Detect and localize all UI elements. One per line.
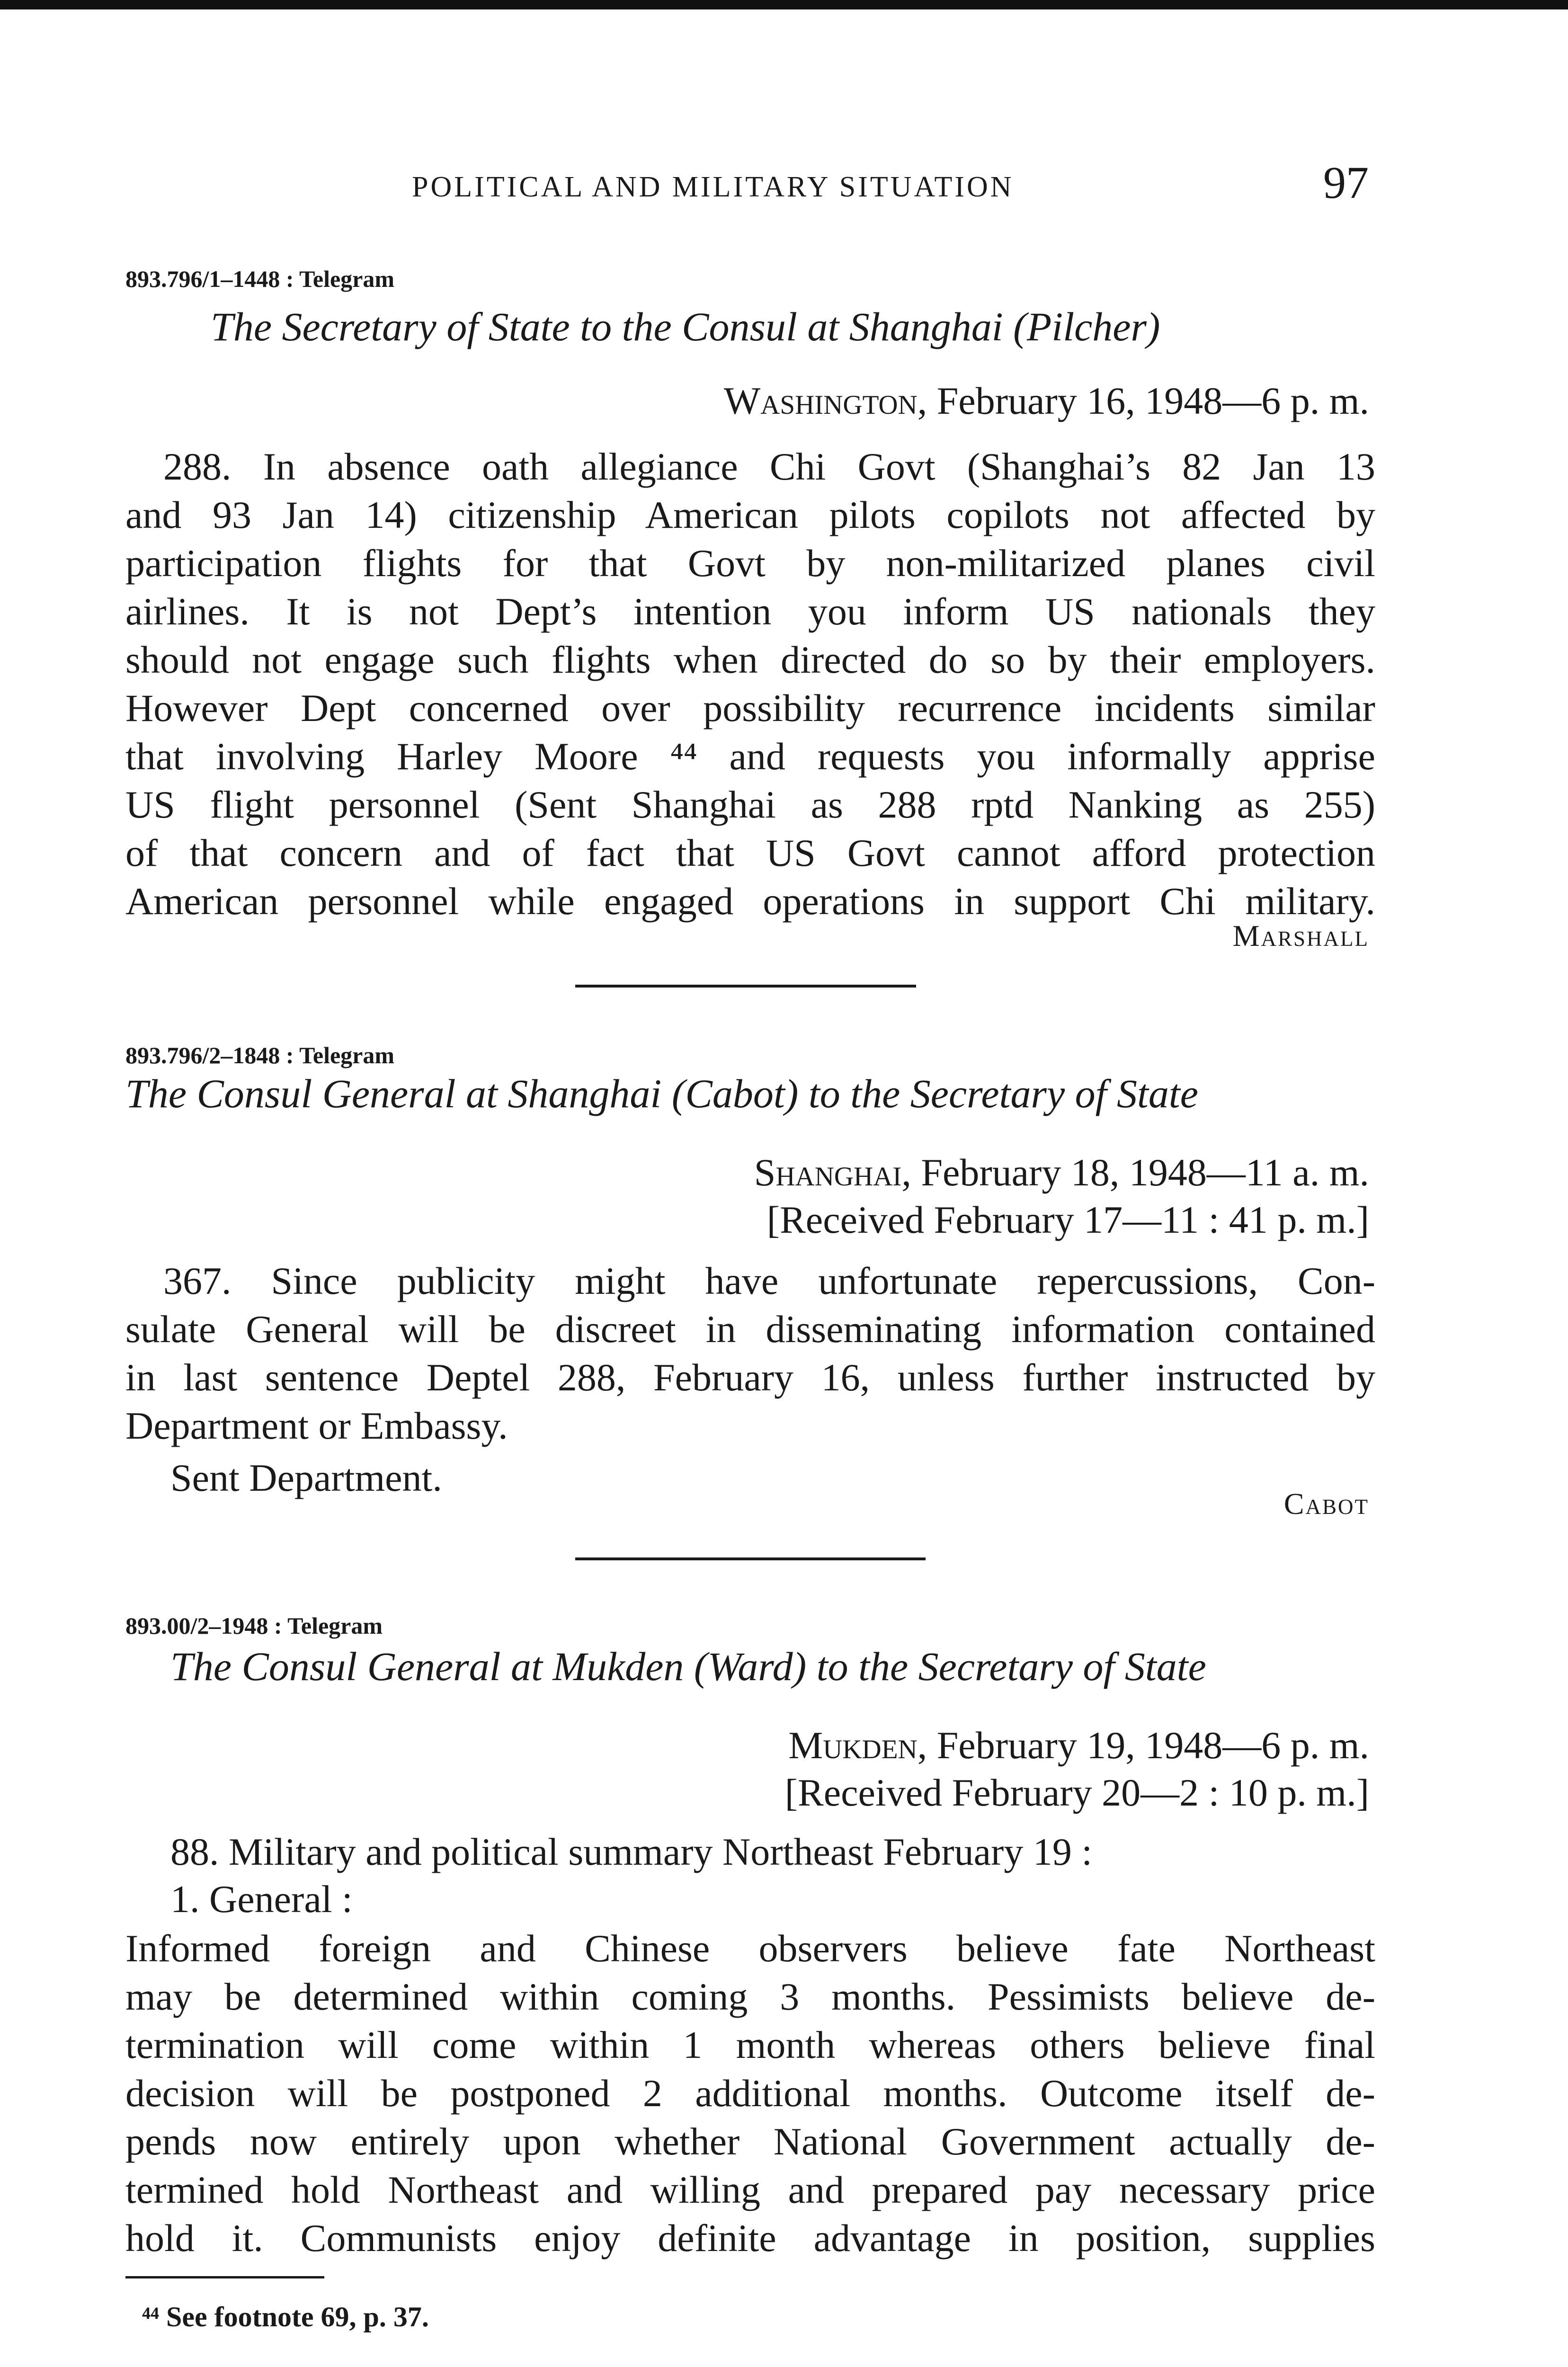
doc1-body-line: should not engage such flights when directed do so by their employers.: [125, 638, 1375, 681]
doc3-body-line: pends now entirely upon whether National Government actually de-: [125, 2120, 1375, 2163]
doc2-body-line: sulate General will be discreet in disseminating information contained: [125, 1308, 1375, 1351]
doc1-body-line: 288. In absence oath allegiance Chi Govt (Shanghai’s 82 Jan 13: [163, 445, 1375, 488]
doc2-title: The Consul General at Shanghai (Cabot) to the Secretary of State: [125, 1071, 1198, 1116]
section-divider: [575, 1557, 926, 1560]
page-number: 97: [1323, 157, 1369, 208]
doc1-body: [125, 443, 1375, 925]
doc2-file-id: 893.796/2–1848 : Telegram: [125, 1042, 395, 1068]
doc1-body-line: US flight personnel (Sent Shanghai as 288 rptd Nanking as 255): [125, 783, 1375, 826]
doc1-dateline: [724, 379, 1369, 423]
doc3-title: The Consul General at Mukden (Ward) to the Secretary of State: [170, 1644, 1206, 1689]
doc2-sent-note: Sent Department.: [170, 1456, 442, 1499]
doc3-body-line: hold it. Communists enjoy definite advantage in position, supplies: [125, 2216, 1375, 2260]
doc1-file-id: 893.796/1–1448 : Telegram: [125, 266, 395, 292]
doc3-body-line: termined hold Northeast and willing and prepared pay necessary price: [125, 2168, 1375, 2211]
doc3-dateline: [788, 1723, 1369, 1768]
doc2-body-line: Department or Embassy.: [125, 1404, 508, 1447]
doc2-place: Shanghai,: [754, 1151, 911, 1194]
running-title: POLITICAL AND MILITARY SITUATION: [412, 171, 1014, 203]
doc2-date: February 18, 1948—11 a. m.: [911, 1151, 1369, 1194]
doc3-intro: 88. Military and political summary Northeast February 19 :: [170, 1830, 1093, 1873]
footnote-rule: [125, 2276, 324, 2278]
doc1-body-line: American personnel while engaged operations in support Chi military.: [125, 880, 1375, 923]
doc1-body-line: However Dept concerned over possibility recurrence incidents similar: [125, 686, 1375, 730]
doc1-signature: Marshall: [1232, 919, 1369, 952]
doc2-body-line: in last sentence Deptel 288, February 16, unless further instructed by: [125, 1356, 1375, 1399]
doc1-body-line: that involving Harley Moore ⁴⁴ and requests you informally apprise: [125, 735, 1375, 778]
doc3-body-line: decision will be postponed 2 additional months. Outcome itself de-: [125, 2072, 1375, 2115]
doc3-body-line: may be determined within coming 3 months. Pessimists believe de-: [125, 1975, 1375, 2018]
section-divider: [575, 985, 916, 988]
doc2-body-line: 367. Since publicity might have unfortunate repercussions, Con-: [163, 1259, 1375, 1302]
doc1-body-line: participation flights for that Govt by non-militarized planes civil: [125, 542, 1375, 585]
doc1-body-line: airlines. It is not Dept’s intention you inform US nationals they: [125, 590, 1375, 633]
doc2-body: [125, 1257, 1375, 1450]
doc2-dateline: [754, 1150, 1369, 1195]
doc3-section-heading: 1. General :: [170, 1878, 353, 1921]
doc3-place: Mukden,: [788, 1724, 927, 1767]
scan-top-edge: [0, 0, 1568, 9]
doc3-file-id: 893.00/2–1948 : Telegram: [125, 1612, 383, 1639]
doc1-body-line: and 93 Jan 14) citizenship American pilots copilots not affected by: [125, 493, 1375, 536]
doc1-body-line: of that concern and of fact that US Govt cannot afford protection: [125, 831, 1375, 874]
doc1-date: February 16, 1948—6 p. m.: [927, 379, 1369, 422]
doc3-received: [Received February 20—2 : 10 p. m.]: [784, 1771, 1369, 1814]
doc3-body-line: Informed foreign and Chinese observers believe fate Northeast: [125, 1927, 1375, 1970]
doc3-body: [125, 1924, 1375, 2262]
doc2-received: [Received February 17—11 : 41 p. m.]: [766, 1198, 1369, 1241]
doc3-date: February 19, 1948—6 p. m.: [927, 1724, 1369, 1767]
doc3-body-line: termination will come within 1 month whereas others believe final: [125, 2023, 1375, 2066]
doc2-signature: Cabot: [1283, 1487, 1369, 1521]
doc1-place: Washington,: [723, 379, 927, 422]
doc1-title: The Secretary of State to the Consul at Shanghai (Pilcher): [211, 304, 1160, 349]
footnote: ⁴⁴ See footnote 69, p. 37.: [142, 2301, 429, 2332]
